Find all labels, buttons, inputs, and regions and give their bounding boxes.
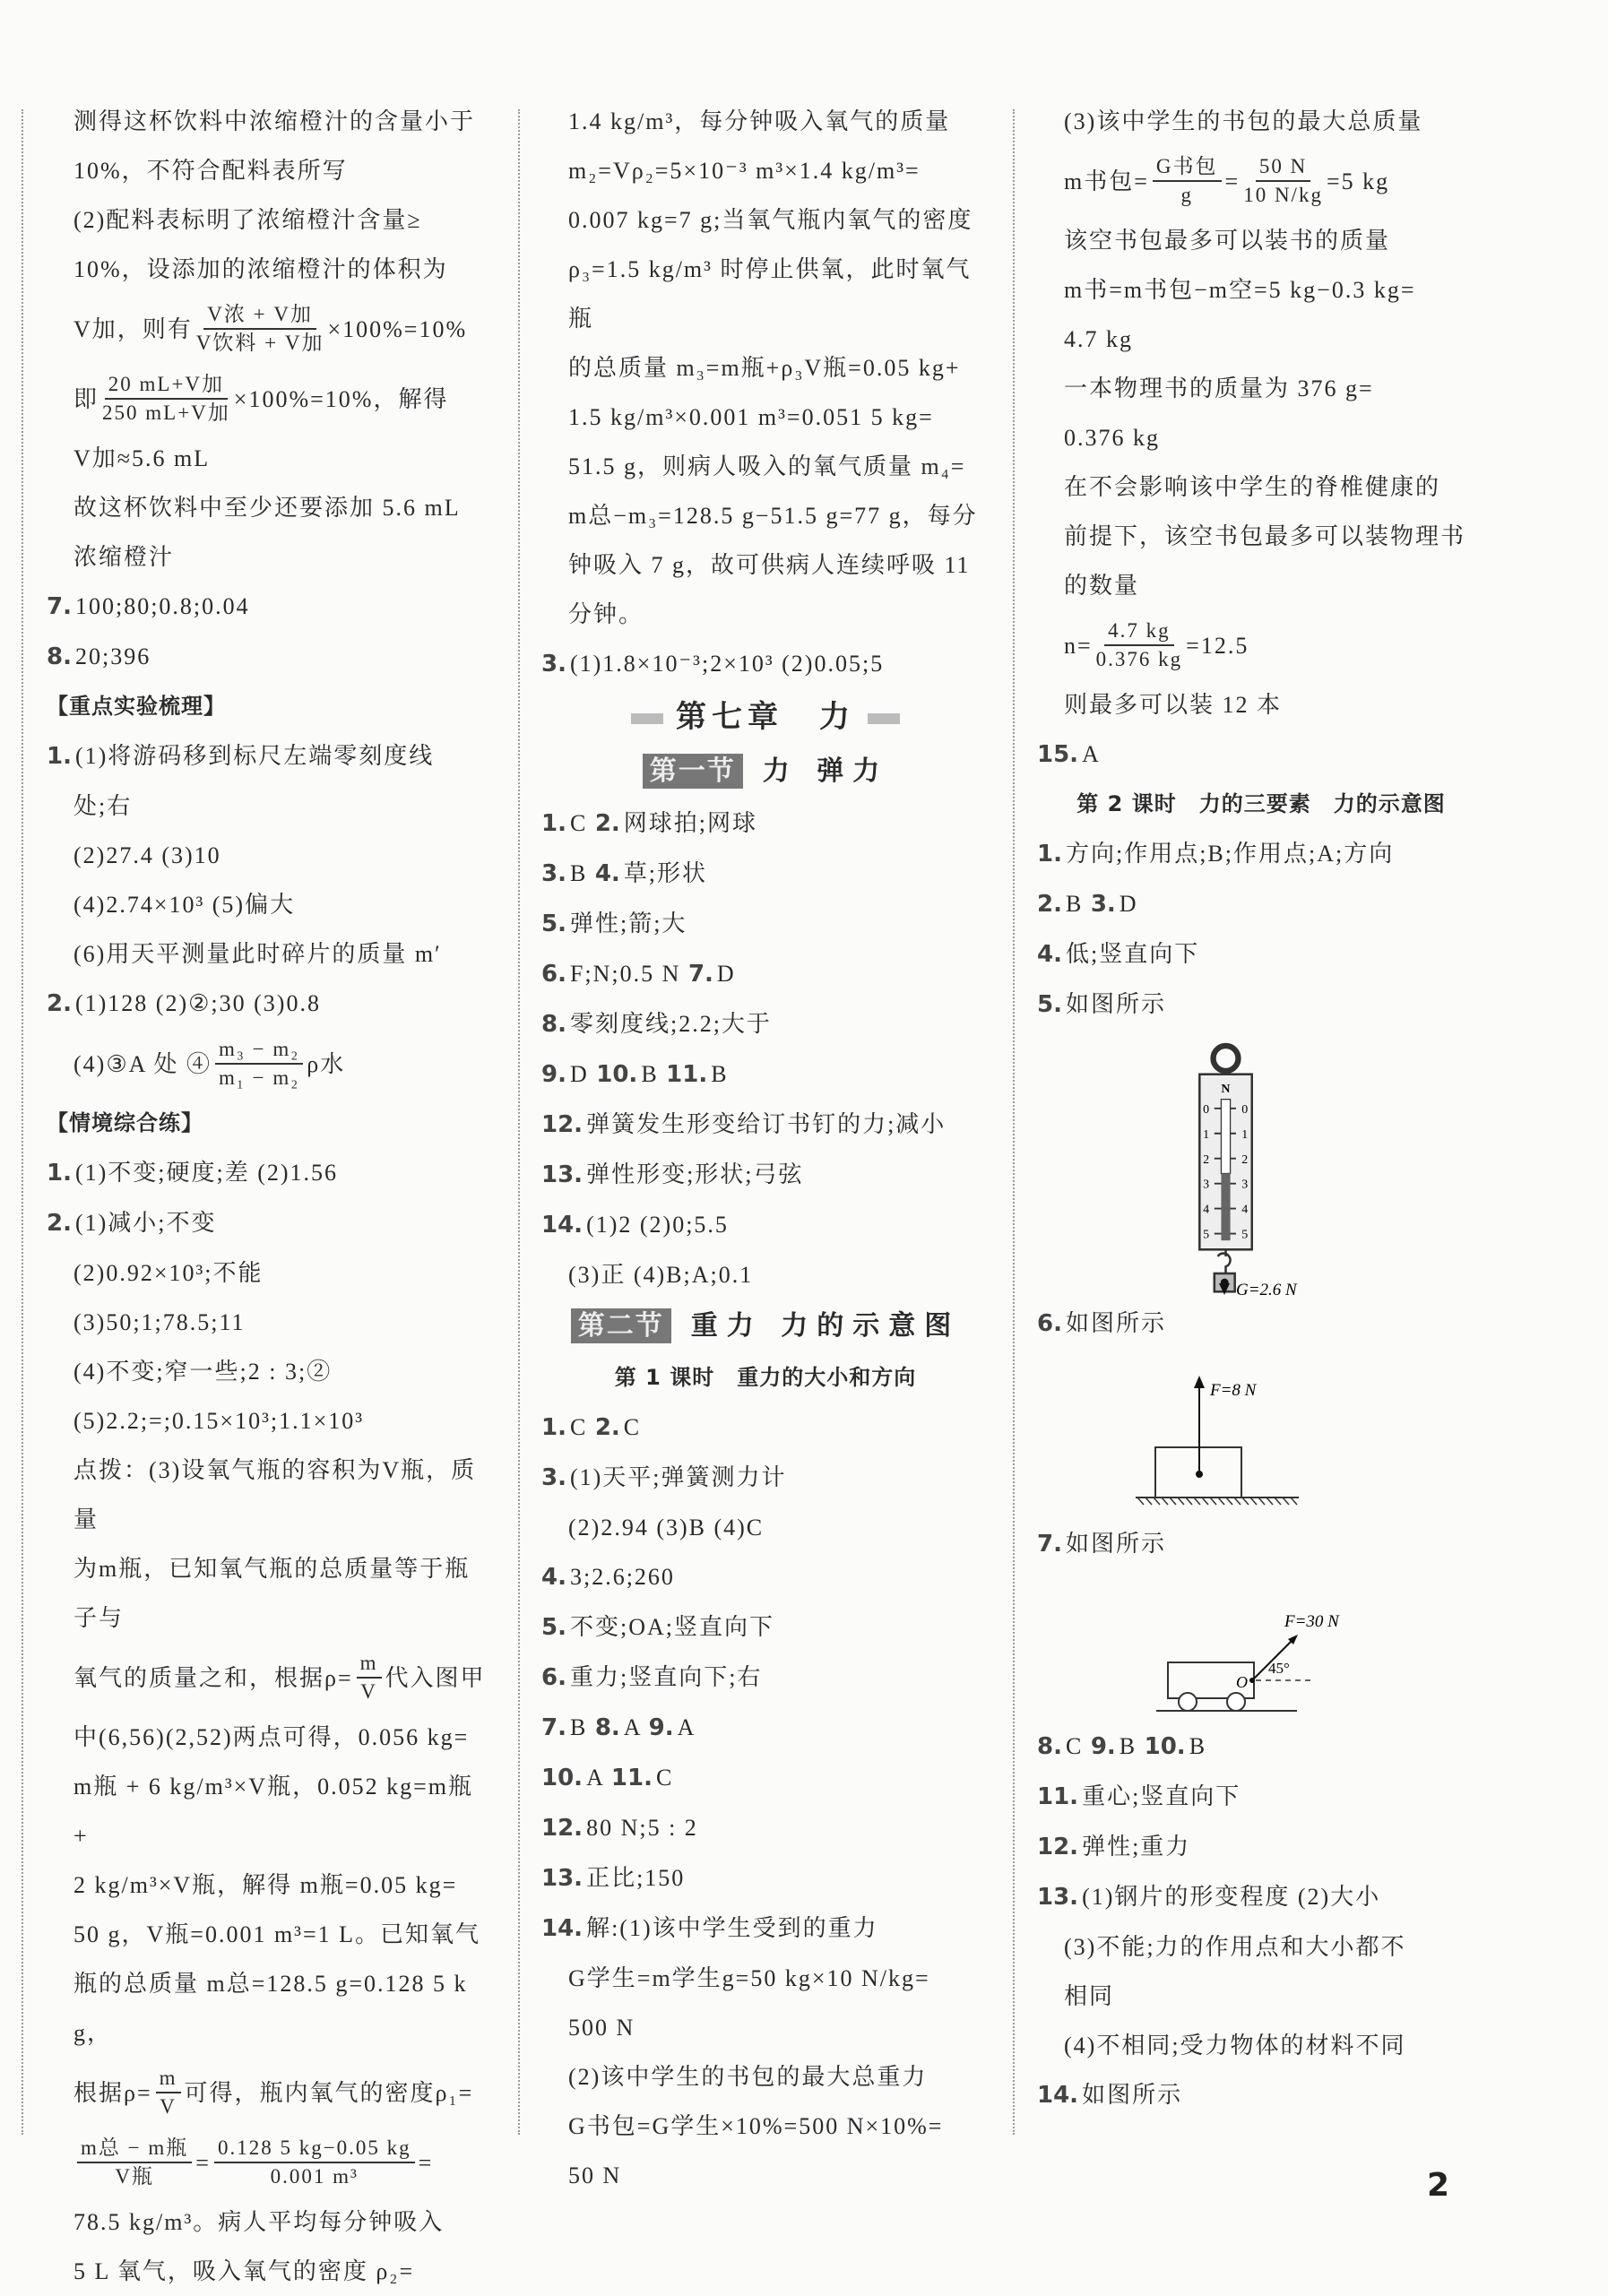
question-number: 8. <box>594 1714 620 1741</box>
formula-line <box>47 1029 495 1099</box>
formula-text: 可得，瓶内氧气的密度ρ₁= <box>184 2079 474 2106</box>
answer-line: (3)该中学生的书包的最大总质量 <box>1064 108 1423 134</box>
cart-wheel <box>1227 1693 1245 1711</box>
question-number: 1. <box>47 1160 72 1187</box>
answer-line: (4)不变;窄一些;2 : 3;② <box>73 1359 333 1385</box>
force-label: F=8 N <box>1210 1381 1257 1400</box>
section-tag: 第一节 <box>643 754 743 789</box>
answer-line: m瓶 + 6 kg/m³×V瓶，0.052 kg=m瓶 + <box>73 1774 473 1849</box>
question-number: 2. <box>1037 891 1062 918</box>
fraction <box>1096 617 1183 673</box>
answer-text: 不变;OA;竖直向下 <box>569 1614 774 1640</box>
formula-text: ρ水 <box>307 1050 346 1077</box>
question-number: 3. <box>541 651 566 678</box>
numbered-answer <box>541 1703 990 1753</box>
numbered-answer <box>47 1148 495 1198</box>
fraction-numerator: m <box>156 2065 181 2093</box>
answer-text: 20;396 <box>74 643 151 669</box>
answer-line: (6)用天平测量此时碎片的质量 m′ <box>73 941 442 967</box>
formula-line <box>1037 610 1485 680</box>
answer-line: 瓶的总质量 m总=128.5 g=0.128 5 kg， <box>73 1971 468 2046</box>
numbered-answer <box>541 1753 990 1803</box>
answer-column-right <box>1037 97 1485 2120</box>
fraction-numerator: m <box>357 1650 382 1679</box>
question-number: 9. <box>1090 1733 1116 1760</box>
fraction-denominator: 0.001 m³ <box>270 2165 359 2188</box>
answer-line: 0.376 kg <box>1064 425 1160 451</box>
numbered-answer <box>541 1552 990 1602</box>
answer-line: 1.4 kg/m³，每分钟吸入氧气的质量 <box>568 108 951 134</box>
question-number: 3. <box>541 1464 566 1491</box>
numbered-answer <box>541 1903 990 1954</box>
answer-text: 弹簧发生形变给订书钉的力;减小 <box>586 1111 947 1137</box>
numbered-answer <box>541 1453 990 1503</box>
answer-text: B <box>1119 1733 1145 1759</box>
spring-scale-figure <box>1037 1030 1485 1299</box>
answer-line: (3)不能;力的作用点和大小都不 <box>1064 1934 1406 1960</box>
answer-text: (1)不变;硬度;差 (2)1.56 <box>74 1160 339 1186</box>
section-heading: 【情境综合练】 <box>47 1110 203 1135</box>
numbered-answer <box>47 731 495 781</box>
section-title-text: 力 弹力 <box>762 755 889 787</box>
answer-text: C <box>655 1765 674 1791</box>
answer-line: (4)2.74×10³ (5)偏大 <box>73 892 296 918</box>
fraction-numerator: 4.7 kg <box>1104 617 1174 646</box>
numbered-answer <box>541 1653 990 1703</box>
scale-tick-label: 0 <box>1241 1102 1249 1117</box>
point-label: O <box>1236 1673 1248 1691</box>
numbered-answer <box>1037 829 1485 879</box>
numbered-answer <box>541 798 990 849</box>
answer-text: 弹性形变;形状;弓弦 <box>586 1161 804 1187</box>
scale-tick-label: 1 <box>1203 1127 1210 1142</box>
answer-text: (1)2 (2)0;5.5 <box>586 1212 729 1238</box>
numbered-answer <box>1037 929 1485 980</box>
answer-text: A <box>623 1714 649 1740</box>
answer-line: 相同 <box>1064 1983 1115 2009</box>
answer-text: F;N;0.5 N <box>569 961 688 987</box>
numbered-answer <box>1037 2070 1485 2120</box>
fraction-numerator: V浓 + V加 <box>203 301 316 330</box>
question-number: 14. <box>541 1212 584 1239</box>
answer-line: 中(6,56)(2,52)两点可得，0.056 kg= <box>73 1724 470 1750</box>
fraction-numerator: m总 − m瓶 <box>77 2135 192 2163</box>
fraction <box>215 1036 303 1092</box>
lesson-title: 第 1 课时 重力的大小和方向 <box>614 1365 917 1390</box>
formula-text: 即 <box>73 385 99 412</box>
fraction-denominator: V <box>160 2095 177 2118</box>
numbered-answer <box>1037 1299 1485 1349</box>
question-number: 2. <box>47 1210 72 1237</box>
scale-indicator <box>1221 1100 1230 1174</box>
fraction-numerator: m₃ − m₂ <box>215 1036 303 1065</box>
fraction <box>1243 153 1323 209</box>
section-heading: 【重点实验梳理】 <box>47 694 226 719</box>
answer-text: A <box>586 1765 611 1791</box>
question-number: 7. <box>47 593 72 620</box>
answer-line: 的总质量 m₃=m瓶+ρ₃V瓶=0.05 kg+ <box>568 355 961 381</box>
answer-text: C <box>623 1414 642 1440</box>
scale-tick-label: 3 <box>1203 1178 1210 1192</box>
question-number: 1. <box>541 810 566 837</box>
question-number: 14. <box>541 1915 584 1942</box>
formula-text: =5 kg <box>1326 168 1390 194</box>
answer-line: 1.5 kg/m³×0.001 m³=0.051 5 kg= <box>568 404 934 430</box>
question-number: 7. <box>687 961 713 988</box>
numbered-answer <box>1037 729 1485 780</box>
numbered-answer <box>1037 1722 1485 1772</box>
answer-text: 如图所示 <box>1065 991 1166 1017</box>
decorative-bar <box>631 713 663 724</box>
answer-line: 前提下，该空书包最多可以装物理书 <box>1064 523 1466 549</box>
formula-line <box>47 364 495 434</box>
answer-line: (3)正 (4)B;A;0.1 <box>568 1262 754 1288</box>
numbered-answer <box>541 1049 990 1100</box>
scale-hook <box>1218 1254 1231 1273</box>
answer-line: m总−m₃=128.5 g−51.5 g=77 g，每分 <box>568 503 978 529</box>
question-number: 15. <box>1037 741 1079 768</box>
answer-text: 80 N;5 : 2 <box>586 1815 698 1841</box>
cart-force-figure <box>1037 1569 1485 1722</box>
formula-text: m书包= <box>1064 168 1149 194</box>
fraction <box>196 301 324 357</box>
question-number: 7. <box>541 1714 566 1741</box>
question-number: 12. <box>1037 1834 1079 1860</box>
answer-text: (1)钢片的形变程度 (2)大小 <box>1082 1884 1381 1910</box>
answer-line: (3)50;1;78.5;11 <box>73 1309 246 1335</box>
answer-text: 解:(1)该中学生受到的重力 <box>586 1915 878 1941</box>
question-number: 13. <box>541 1865 584 1892</box>
scale-tick-label: 2 <box>1203 1152 1210 1167</box>
answer-text: D <box>1119 891 1138 917</box>
numbered-answer <box>1037 980 1485 1030</box>
numbered-answer <box>541 1100 990 1150</box>
scale-tick-label: 2 <box>1241 1152 1249 1167</box>
formula-text: n= <box>1064 632 1093 659</box>
numbered-answer <box>541 899 990 949</box>
section-title-text: 重力 力的示意图 <box>690 1310 961 1342</box>
formula-text: ×100%=10% <box>327 315 468 342</box>
question-number: 8. <box>47 643 72 670</box>
answer-line: 2 kg/m³×V瓶，解得 m瓶=0.05 kg= <box>73 1872 458 1898</box>
answer-text: 低;竖直向下 <box>1065 941 1200 967</box>
question-number: 1. <box>1037 841 1062 867</box>
section-tag: 第二节 <box>571 1308 671 1343</box>
question-number: 2. <box>47 990 72 1017</box>
box-force-figure <box>1037 1349 1485 1519</box>
question-number: 4. <box>594 860 620 887</box>
question-number: 8. <box>541 1011 566 1038</box>
question-number: 11. <box>666 1061 708 1088</box>
scale-tick-label: 3 <box>1241 1178 1249 1192</box>
question-number: 3. <box>1090 891 1116 918</box>
numbered-answer <box>541 1150 990 1200</box>
fraction-denominator: 10 N/kg <box>1243 184 1323 206</box>
answer-text: (1)将游码移到标尺左端零刻度线 <box>74 743 435 769</box>
answer-text: C <box>569 1414 595 1440</box>
fraction-denominator: V <box>360 1680 377 1703</box>
formula-text: (4)③A 处 ④ <box>73 1050 212 1077</box>
fraction-denominator: m₁ − m₂ <box>218 1066 300 1089</box>
answer-line: G学生=m学生g=50 kg×10 N/kg= <box>568 1965 930 1991</box>
answer-column-middle <box>541 97 990 2200</box>
question-number: 4. <box>541 1564 566 1591</box>
numbered-answer <box>541 1200 990 1250</box>
force-label: F=30 N <box>1284 1612 1339 1631</box>
answer-text: D <box>569 1061 597 1087</box>
scale-tick-label: 4 <box>1203 1203 1210 1217</box>
answer-text: D <box>716 961 736 987</box>
question-number: 6. <box>1037 1310 1062 1337</box>
answer-line: 则最多可以装 12 本 <box>1064 692 1283 718</box>
formula-line <box>47 294 495 364</box>
answer-line: G书包=G学生×10%=500 N×10%= <box>568 2113 944 2139</box>
question-number: 1. <box>541 1414 566 1441</box>
numbered-answer <box>1037 1772 1485 1822</box>
answer-text: 弹性;箭;大 <box>569 911 687 937</box>
formula-text: V加，则有 <box>73 315 193 342</box>
question-number: 12. <box>541 1111 584 1138</box>
numbered-answer <box>541 1602 990 1653</box>
fraction-numerator: 0.128 5 kg−0.05 kg <box>214 2135 415 2163</box>
formula-text: = <box>1224 168 1241 194</box>
scale-tick-label: 4 <box>1241 1203 1249 1217</box>
column-divider-left <box>22 109 23 2135</box>
answer-text: C <box>1065 1733 1091 1759</box>
answer-line: 钟吸入 7 g，故可供病人连续呼吸 11 <box>568 552 971 578</box>
answer-line: (2)该中学生的书包的最大总重力 <box>568 2064 928 2090</box>
answer-line: (5)2.2;=;0.15×10³;1.1×10³ <box>73 1408 365 1434</box>
formula-text: 代入图甲 <box>385 1664 486 1691</box>
answer-text: 重力;竖直向下;右 <box>569 1664 763 1690</box>
answer-line: 78.5 kg/m³。病人平均每分钟吸入 <box>73 2209 445 2235</box>
answer-text: A <box>677 1714 696 1740</box>
question-number: 10. <box>541 1765 584 1791</box>
question-number: 5. <box>541 1614 566 1641</box>
section-title <box>541 1299 990 1353</box>
question-number: 10. <box>596 1061 638 1088</box>
fraction-denominator: 250 mL+V加 <box>102 401 230 424</box>
gravity-label: G=2.6 N <box>1236 1281 1297 1299</box>
answer-text: B <box>711 1061 729 1087</box>
question-number: 2. <box>594 810 620 837</box>
fraction <box>214 2135 415 2190</box>
answer-line: 该空书包最多可以装书的质量 <box>1064 228 1391 254</box>
section-title <box>541 745 990 798</box>
question-number: 3. <box>541 860 566 887</box>
answer-text: 网球拍;网球 <box>623 810 758 836</box>
answer-column-left <box>47 97 495 2296</box>
numbered-answer <box>541 949 990 999</box>
answer-line: 0.007 kg=7 g;当氧气瓶内氧气的密度 <box>568 207 973 233</box>
answer-line: 的数量 <box>1064 573 1140 599</box>
answer-line: 一本物理书的质量为 376 g= <box>1064 375 1374 401</box>
fraction-numerator: 50 N <box>1256 153 1310 182</box>
fraction-denominator: V饮料 + V加 <box>195 332 324 354</box>
numbered-answer <box>1037 1822 1485 1872</box>
question-number: 14. <box>1037 2082 1079 2109</box>
question-number: 5. <box>541 911 566 937</box>
question-number: 13. <box>541 1161 584 1188</box>
angle-label: 45° <box>1268 1660 1290 1677</box>
lesson-title: 第 2 课时 力的三要素 力的示意图 <box>1076 791 1446 816</box>
answer-text: A <box>1082 741 1101 767</box>
scale-tick-label: 0 <box>1203 1102 1210 1117</box>
scale-tick-label: 5 <box>1203 1228 1210 1242</box>
question-number: 5. <box>1037 991 1062 1018</box>
numbered-answer <box>47 632 495 682</box>
answer-line: 测得这杯饮料中浓缩橙汁的含量小于 <box>73 108 476 134</box>
question-number: 12. <box>541 1815 584 1842</box>
question-number: 10. <box>1144 1733 1186 1760</box>
fraction-numerator: G书包 <box>1153 153 1222 182</box>
formula-text: ×100%=10%，解得 <box>233 385 449 412</box>
answer-line: 为m瓶，已知氧气瓶的总质量等于瓶子与 <box>73 1556 471 1631</box>
fraction <box>1153 153 1222 209</box>
answer-text: 如图所示 <box>1082 2082 1183 2108</box>
formula-line <box>1037 146 1485 216</box>
numbered-answer <box>541 1403 990 1453</box>
formula-text: 根据ρ= <box>73 2079 152 2106</box>
answer-line: 10%，设添加的浓缩橙汁的体积为 <box>73 256 448 282</box>
answer-line: (2)配料表标明了浓缩橙汁含量≥ <box>73 207 422 233</box>
fraction <box>102 371 230 427</box>
question-number: 11. <box>1037 1783 1079 1810</box>
numbered-answer <box>1037 879 1485 929</box>
scale-tick-label: 5 <box>1241 1228 1249 1242</box>
chapter-title <box>541 689 990 745</box>
formula-text: 氧气的质量之和，根据ρ= <box>73 1664 353 1691</box>
question-number: 2. <box>594 1414 620 1441</box>
answer-line: (2)2.94 (3)B (4)C <box>568 1515 765 1541</box>
question-number: 6. <box>541 1664 566 1691</box>
numbered-answer <box>541 849 990 899</box>
answer-text: C <box>569 810 595 836</box>
formula-text: = <box>418 2149 434 2176</box>
answer-line: 处;右 <box>73 793 133 819</box>
column-divider-right <box>1013 109 1015 2135</box>
answer-text: 正比;150 <box>586 1865 686 1891</box>
answer-text: 如图所示 <box>1065 1531 1166 1557</box>
answer-text: B <box>641 1061 667 1087</box>
question-number: 9. <box>541 1061 566 1088</box>
formula-line <box>47 1643 495 1713</box>
answer-line: 浓缩橙汁 <box>73 544 175 570</box>
scale-ring <box>1214 1046 1239 1071</box>
answer-text: B <box>569 860 595 886</box>
answer-text: 100;80;0.8;0.04 <box>74 593 250 619</box>
answer-text: B <box>569 1714 595 1740</box>
numbered-answer <box>47 1198 495 1248</box>
answer-text: (1)天平;弹簧测力计 <box>569 1464 787 1490</box>
formula-text: =12.5 <box>1186 632 1249 659</box>
question-number: 1. <box>47 743 72 770</box>
column-divider-middle <box>518 109 520 2135</box>
question-number: 8. <box>1037 1733 1062 1760</box>
numbered-answer <box>541 1853 990 1903</box>
fraction-denominator: V瓶 <box>115 2165 154 2188</box>
answer-line: 10%，不符合配料表所写 <box>73 158 348 184</box>
scale-indicator-fill <box>1221 1173 1230 1240</box>
numbered-answer <box>1037 1872 1485 1922</box>
fraction <box>357 1650 382 1705</box>
answer-line: 点拨：(3)设氧气瓶的容积为V瓶，质量 <box>73 1457 477 1532</box>
page-number: 2 <box>1427 2167 1450 2204</box>
chapter-title-text: 第七章 力 <box>676 699 855 735</box>
numbered-answer <box>47 979 495 1029</box>
answer-line: 在不会影响该中学生的脊椎健康的 <box>1064 474 1441 500</box>
fraction-denominator: 0.376 kg <box>1095 648 1183 670</box>
answer-text: 方向;作用点;B;作用点;A;方向 <box>1065 841 1395 867</box>
fraction-denominator: g <box>1180 184 1193 206</box>
question-number: 11. <box>610 1765 653 1791</box>
scale-unit: N <box>1221 1083 1231 1097</box>
fraction <box>156 2065 181 2120</box>
answer-text: 草;形状 <box>623 860 708 886</box>
formula-text: = <box>195 2149 211 2176</box>
answer-line: 500 N <box>568 2015 635 2041</box>
formula-line <box>47 2128 495 2197</box>
answer-text: 3;2.6;260 <box>569 1564 675 1590</box>
numbered-answer <box>541 1803 990 1853</box>
question-number: 13. <box>1037 1884 1079 1911</box>
answer-line: 4.7 kg <box>1064 326 1133 352</box>
answer-line: V加≈5.6 mL <box>73 445 211 471</box>
numbered-answer <box>541 999 990 1049</box>
cart-wheel <box>1179 1693 1197 1711</box>
answer-text: (1)128 (2)②;30 (3)0.8 <box>74 990 321 1016</box>
answer-text: (1)1.8×10⁻³;2×10³ (2)0.05;5 <box>569 651 885 677</box>
answer-line: (2)0.92×10³;不能 <box>73 1260 264 1286</box>
fraction-numerator: 20 mL+V加 <box>105 371 228 400</box>
numbered-answer <box>1037 1519 1485 1569</box>
fraction <box>77 2135 192 2190</box>
question-number: 6. <box>541 961 566 988</box>
answer-line: 5 L 氧气，吸入氧气的密度 ρ₂= <box>73 2258 415 2284</box>
scale-tick-label: 1 <box>1241 1127 1249 1142</box>
answer-text: B <box>1189 1733 1207 1759</box>
numbered-answer <box>541 639 990 689</box>
answer-text: 重心;竖直向下 <box>1082 1783 1241 1809</box>
question-number: 4. <box>1037 941 1062 968</box>
answer-line: 故这杯饮料中至少还要添加 5.6 mL <box>73 495 461 521</box>
question-number: 9. <box>648 1714 674 1741</box>
answer-text: 弹性;重力 <box>1082 1834 1191 1860</box>
answer-text: 如图所示 <box>1065 1310 1166 1336</box>
question-number: 7. <box>1037 1531 1062 1558</box>
answer-line: 50 N <box>568 2162 622 2188</box>
answer-line: 51.5 g，则病人吸入的氧气质量 m₄= <box>568 453 966 479</box>
answer-line: (4)不相同;受力物体的材料不同 <box>1064 2033 1406 2059</box>
answer-text: 零刻度线;2.2;大于 <box>569 1011 772 1037</box>
answer-line: 分钟。 <box>568 601 644 627</box>
decorative-bar <box>868 713 900 724</box>
answer-text: (1)减小;不变 <box>74 1210 217 1236</box>
numbered-answer <box>47 582 495 632</box>
answer-line: m₂=Vρ₂=5×10⁻³ m³×1.4 kg/m³= <box>568 158 921 184</box>
answer-line: m书=m书包−m空=5 kg−0.3 kg= <box>1064 277 1416 303</box>
answer-line: (2)27.4 (3)10 <box>73 842 221 868</box>
answer-line: ρ₃=1.5 kg/m³ 时停止供氧，此时氧气瓶 <box>568 256 972 332</box>
formula-line <box>47 2058 495 2128</box>
answer-line: 50 g，V瓶=0.001 m³=1 L。已知氧气 <box>73 1921 481 1947</box>
answer-text: B <box>1065 891 1091 917</box>
